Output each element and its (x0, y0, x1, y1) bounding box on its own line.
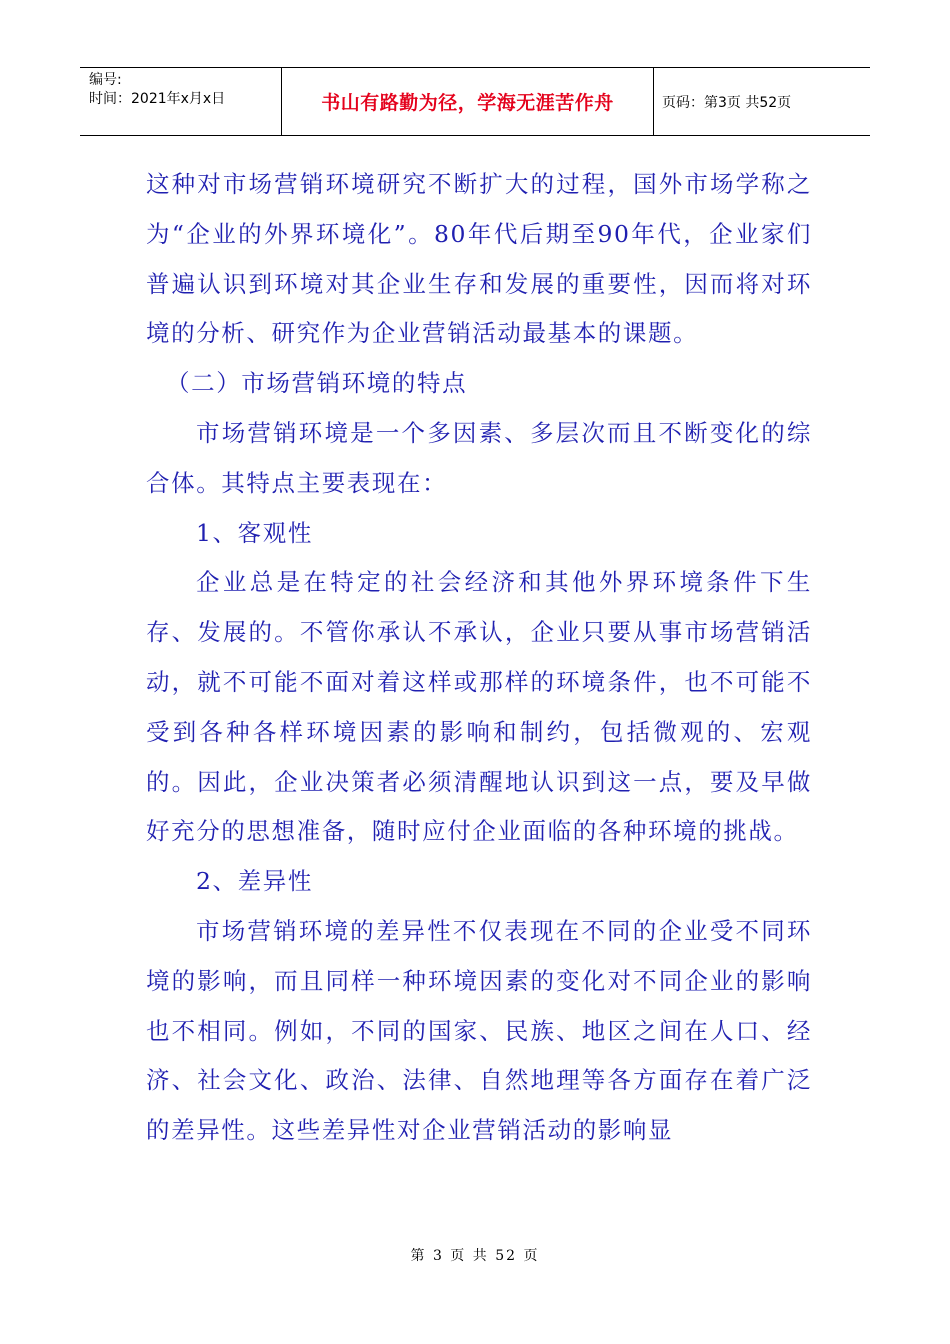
header-motto: 书山有路勤为径，学海无涯苦作舟 (282, 68, 654, 135)
subsection-heading: 2、差异性 (196, 867, 313, 896)
body-paragraph: 这种对市场营销环境研究不断扩大的过程，国外市场学称之为“企业的外界环境化”。80年代后期至90年代，企业家们普遍认识到环境对其企业生存和发展的重要性，因而将对环境的分析、研究作为企业营销活动最基本的课题。 (146, 170, 812, 348)
section-heading: （二）市场营销环境的特点 (166, 369, 468, 398)
page-header (80, 67, 870, 136)
header-page-info: 页码：第3页 共52页 (662, 94, 792, 111)
body-paragraph: 市场营销环境是一个多因素、多层次而且不断变化的综合体。其特点主要表现在： (146, 418, 812, 497)
document-time-label: 时间：2021年x月x日 (89, 91, 226, 107)
document-body (146, 160, 812, 1156)
body-paragraph: 企业总是在特定的社会经济和其他外界环境条件下生存、发展的。不管你承认不承认，企业只要从事市场营销活动，就不可能不面对着这样或那样的环境条件，也不可能不受到各种各样环境因素的影响和制约，包括微观的、宏观的。因此，企业决策者必须清醒地认识到这一点，要及早做好充分的思想准备，随时应付企业面临的各种环境的挑战。 (146, 568, 812, 846)
document-number-label: 编号: (89, 72, 122, 88)
subsection-heading: 1、客观性 (196, 518, 313, 547)
body-paragraph: 市场营销环境的差异性不仅表现在不同的企业受不同环境的影响，而且同样一种环境因素的变化对不同企业的影响也不相同。例如，不同的国家、民族、地区之间在人口、经济、社会文化、政治、法律、自然地理等各方面存在着广泛的差异性。这些差异性对企业营销活动的影响显 (146, 916, 812, 1145)
header-meta (80, 68, 282, 135)
page-footer: 第 3 页 共 52 页 (410, 1248, 540, 1264)
